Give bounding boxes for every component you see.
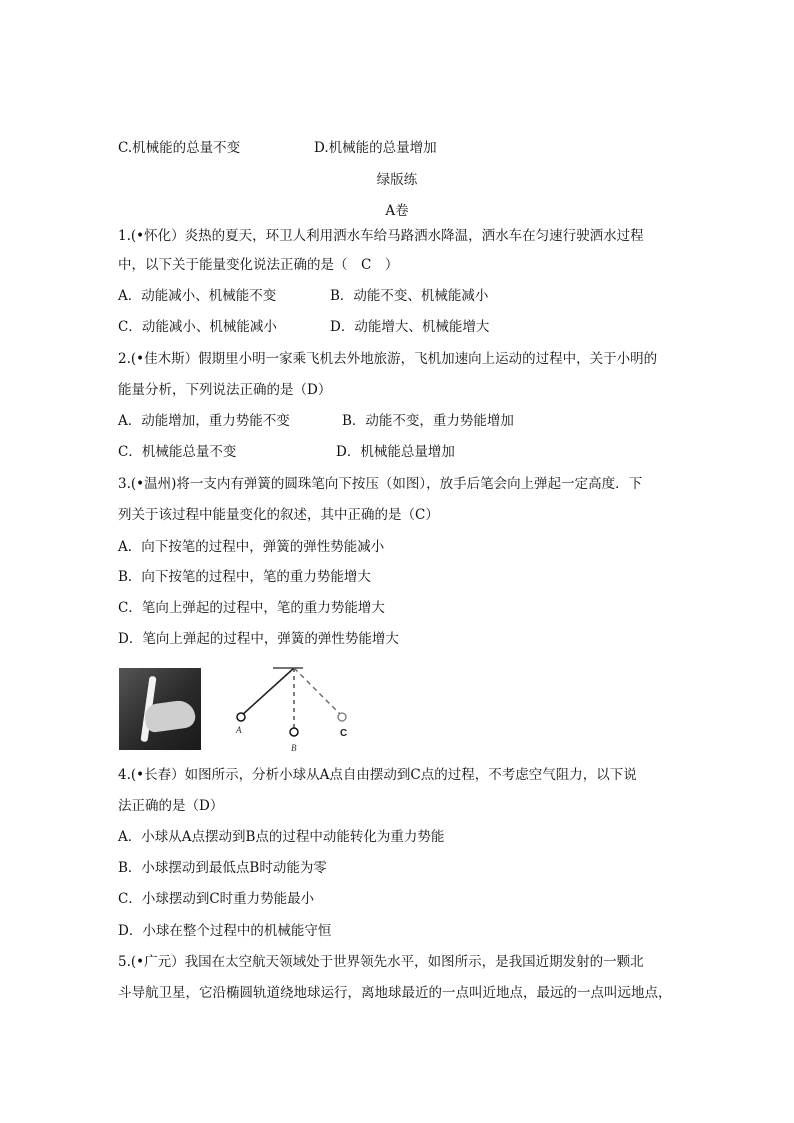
question-4-line-1: 4.(•长春）如图所示，分析小球从A点自由摆动到C点的过程，不考虑空气阻力，以下说 xyxy=(118,767,637,783)
question-5-line-2: 斗导航卫星，它沿椭圆轨道绕地球运行，离地球最近的一点叫近地点，最远的一点叫远地点， xyxy=(118,985,672,1001)
question-3-option-d: D．笔向上弹起的过程中，弹簧的弹性势能增大 xyxy=(118,631,399,647)
pendulum-string-a xyxy=(241,668,294,716)
question-4-line-2: 法正确的是（D） xyxy=(118,798,224,814)
question-5-line-1: 5.(•广元）我国在太空航天领域处于世界领先水平，如图所示，是我国近期发射的一颗北 xyxy=(118,954,644,970)
question-2-option-d: D．机械能总量增加 xyxy=(336,444,455,460)
question-4-option-b: B．小球摆动到最低点B时动能为零 xyxy=(118,860,327,876)
question-2-option-c: C．机械能总量不变 xyxy=(118,444,237,460)
pen-press-photo xyxy=(119,668,201,750)
question-3-option-b: B．向下按笔的过程中，笔的重力势能增大 xyxy=(118,569,371,585)
pendulum-string-c xyxy=(294,668,342,716)
question-1-option-c: C．动能减小、机械能减小 xyxy=(118,319,277,335)
question-3-line-2: 列关于该过程中能量变化的叙述，其中正确的是（C） xyxy=(118,507,439,523)
ball-a xyxy=(237,713,245,721)
question-3-option-c: C．笔向上弹起的过程中，笔的重力势能增大 xyxy=(118,600,385,616)
section-title: 绿版练 xyxy=(376,172,418,188)
prev-option-d: D.机械能的总量增加 xyxy=(314,140,437,156)
label-c: C xyxy=(340,728,348,739)
label-a: A xyxy=(236,725,242,735)
ball-b xyxy=(290,728,298,736)
question-1-option-d: D．动能增大、机械能增大 xyxy=(330,319,490,335)
question-2-line-2: 能量分析，下列说法正确的是（D） xyxy=(118,382,332,398)
question-1-option-a: A．动能减小、机械能不变 xyxy=(118,288,277,304)
subsection-title: A卷 xyxy=(385,203,409,219)
question-3-option-a: A．向下按笔的过程中，弹簧的弹性势能减小 xyxy=(118,539,385,555)
question-1-option-b: B．动能不变、机械能减小 xyxy=(330,288,489,304)
question-1-line-1: 1.(•怀化）炎热的夏天，环卫人利用洒水车给马路洒水降温，洒水车在匀速行驶洒水过程 xyxy=(118,228,644,244)
question-4-option-c: C．小球摆动到C时重力势能最小 xyxy=(118,891,315,907)
pendulum-diagram xyxy=(228,660,378,755)
question-2-option-a: A．动能增加，重力势能不变 xyxy=(118,413,290,429)
question-2-option-b: B．动能不变，重力势能增加 xyxy=(342,413,514,429)
question-1-line-2: 中，以下关于能量变化说法正确的是（ C ） xyxy=(118,257,399,273)
question-2-line-1: 2.(•佳木斯）假期里小明一家乘飞机去外地旅游，飞机加速向上运动的过程中，关于小明的 xyxy=(118,351,658,367)
question-4-option-a: A．小球从A点摆动到B点的过程中动能转化为重力势能 xyxy=(118,829,445,845)
question-4-option-d: D．小球在整个过程中的机械能守恒 xyxy=(118,923,332,939)
ball-c xyxy=(338,713,346,721)
label-b: B xyxy=(291,743,297,753)
prev-option-c: C.机械能的总量不变 xyxy=(118,140,241,156)
question-3-line-1: 3.(•温州)将一支内有弹簧的圆珠笔向下按压（如图），放手后笔会向上弹起一定高度．下 xyxy=(118,476,643,492)
